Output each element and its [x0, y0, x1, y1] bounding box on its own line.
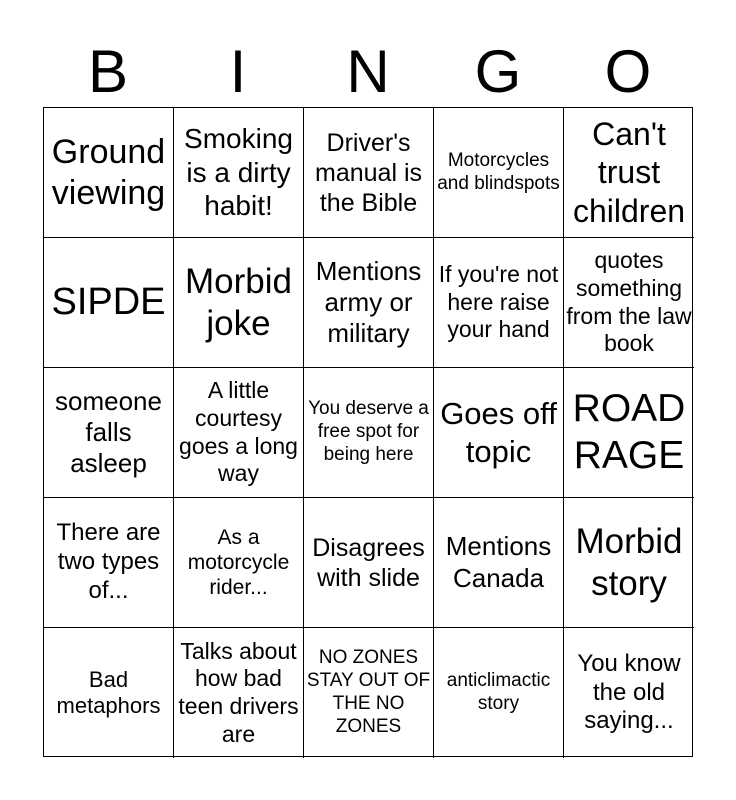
cell-text: Morbid story [575, 521, 683, 603]
cell-text: If you're not here raise your hand [438, 261, 559, 343]
bingo-cell[interactable] [434, 628, 564, 758]
header-letter-b: B [87, 38, 129, 105]
bingo-cell[interactable] [564, 628, 694, 758]
bingo-cell[interactable] [564, 498, 694, 628]
cell-text: ROAD RAGE [572, 386, 686, 477]
cell-text: quotes something from the law book [566, 247, 692, 357]
bingo-cell[interactable] [434, 108, 564, 238]
cell-text: someone falls asleep [55, 385, 162, 479]
bingo-cell[interactable] [564, 368, 694, 498]
cell-text: As a motorcycle rider... [187, 525, 290, 600]
cell-text: SIPDE [51, 280, 166, 323]
header-letter-n: N [346, 38, 390, 105]
cell-text: Mentions Canada [445, 531, 552, 593]
cell-text: You know the old saying... [577, 649, 681, 735]
cell-text: You deserve a free spot for being here [308, 398, 429, 465]
cell-text: NO ZONES STAY OUT OF THE NO ZONES [306, 647, 431, 737]
cell-text: Motorcycles and blindspots [437, 149, 560, 194]
bingo-header [43, 38, 693, 106]
cell-text: Bad metaphors [56, 666, 161, 718]
bingo-cell[interactable] [174, 108, 304, 238]
bingo-cell[interactable] [304, 628, 434, 758]
bingo-cell[interactable] [564, 238, 694, 368]
bingo-cell[interactable] [564, 108, 694, 238]
header-letter-i: I [229, 38, 247, 105]
bingo-cell[interactable] [44, 238, 174, 368]
header-letter-o: O [604, 38, 652, 105]
header-letter-g: G [474, 38, 522, 105]
bingo-cell[interactable] [44, 498, 174, 628]
cell-text: Goes off topic [440, 396, 557, 469]
cell-text: There are two types of... [56, 519, 161, 604]
bingo-cell[interactable] [174, 628, 304, 758]
cell-text: Talks about how bad teen drivers are [178, 637, 299, 747]
bingo-cell[interactable] [434, 238, 564, 368]
bingo-cell[interactable] [304, 108, 434, 238]
bingo-cell[interactable] [44, 628, 174, 758]
cell-text: Can't trust children [572, 115, 686, 229]
bingo-cell[interactable] [44, 108, 174, 238]
bingo-cell[interactable] [44, 368, 174, 498]
bingo-cell[interactable] [174, 238, 304, 368]
bingo-cell[interactable] [174, 498, 304, 628]
bingo-grid [43, 107, 693, 757]
bingo-cell[interactable] [174, 368, 304, 498]
bingo-cell[interactable] [304, 368, 434, 498]
cell-text: Disagrees with slide [312, 533, 425, 592]
bingo-cell[interactable] [304, 238, 434, 368]
cell-text: Smoking is a dirty habit! [184, 123, 293, 222]
bingo-cell[interactable] [304, 498, 434, 628]
bingo-cell[interactable] [434, 498, 564, 628]
cell-text: A little courtesy goes a long way [179, 377, 298, 487]
cell-text: Mentions army or military [315, 255, 422, 349]
cell-text: Ground viewing [51, 132, 166, 212]
cell-text: Driver's manual is the Bible [315, 128, 422, 217]
bingo-cell[interactable] [434, 368, 564, 498]
cell-text: anticlimactic story [446, 670, 551, 714]
cell-text: Morbid joke [185, 261, 292, 343]
